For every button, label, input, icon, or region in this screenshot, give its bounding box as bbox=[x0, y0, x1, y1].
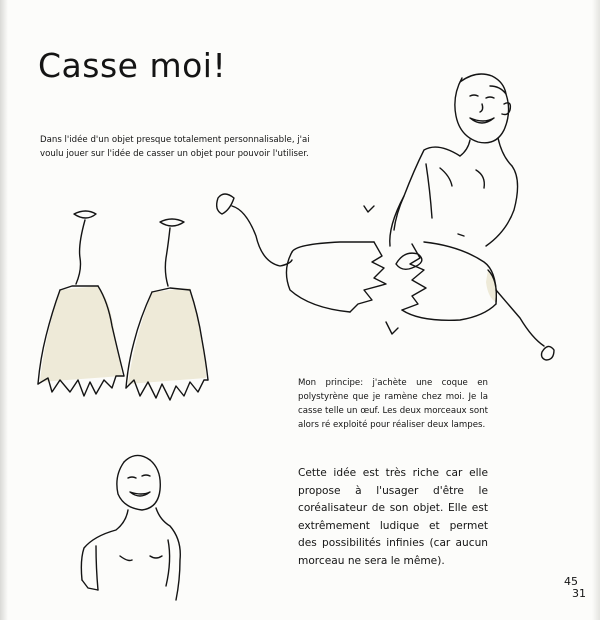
intro-line: Dans l'idée d'un objet presque totalement personnalisable, j'ai bbox=[40, 135, 310, 145]
idea-text: Cette idée est très riche car elle propose à l'usager d'être le coréalisateur de son objet. Elle est extrêmement ludique et permet des possibilités infinies (car aucun morceau ne sera le même). bbox=[298, 467, 488, 567]
page-number bbox=[564, 576, 586, 600]
principle-text: Mon principe: j'achète une coque en polystyrène que je ramène chez moi. Je la casse telle un œuf. Les deux morceaux sont alors ré exploité pour réaliser deux lampes. bbox=[298, 378, 488, 430]
intro-text bbox=[40, 133, 330, 161]
smiling-man-illustration bbox=[81, 455, 180, 600]
page-title: Casse moi! bbox=[38, 46, 227, 85]
man-breaking-shell-illustration bbox=[217, 74, 554, 360]
intro-line: voulu jouer sur l'idée de casser un objet pour pouvoir l'utiliser. bbox=[40, 149, 309, 159]
page-number-total: 31 bbox=[572, 587, 586, 600]
page-number-current: 45 bbox=[564, 575, 578, 588]
lamp-halves-illustration bbox=[38, 211, 208, 400]
